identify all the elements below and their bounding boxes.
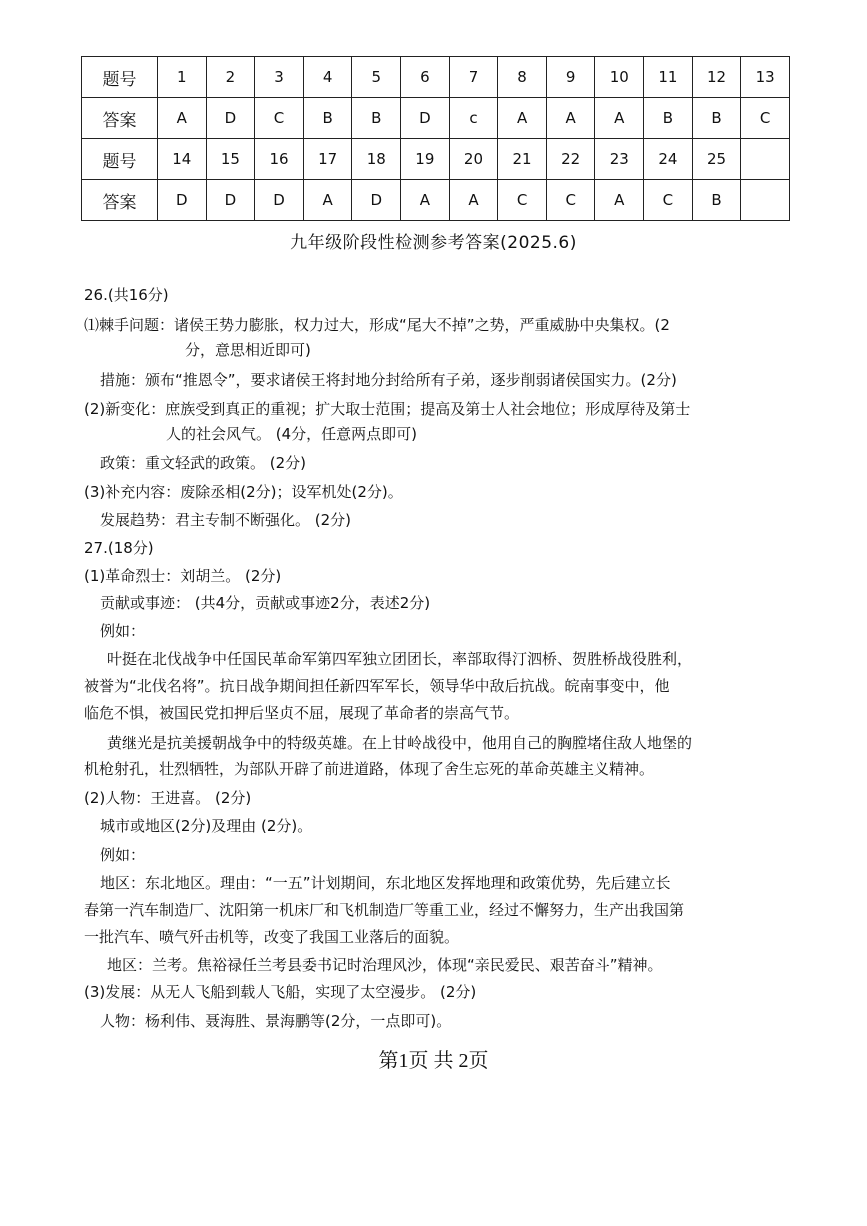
content-line: 黄继光是抗美援朝战争中的特级英雄。在上甘岭战役中，他用自己的胸膛堵住敌人地堡的: [107, 734, 693, 752]
content-line: 27.(18分): [84, 539, 154, 557]
table-cell: 4: [303, 57, 352, 98]
table-cell: 5: [352, 57, 401, 98]
table-cell: A: [498, 98, 547, 139]
table-cell: A: [158, 98, 207, 139]
table-cell: D: [255, 180, 304, 221]
table-cell: A: [546, 98, 595, 139]
table-cell: B: [644, 98, 693, 139]
content-line: 地区：东北地区。理由：“一五”计划期间，东北地区发挥地理和政策优势，先后建立长: [100, 874, 671, 892]
table-cell: A: [595, 98, 644, 139]
table-cell: A: [303, 180, 352, 221]
content-line: (2)人物：王进喜。 (2分): [84, 789, 252, 807]
content-line: 人的社会风气。 (4分，任意两点即可): [166, 425, 418, 443]
content-line: 叶挺在北伐战争中任国民革命军第四军独立团团长，率部取得汀泗桥、贺胜桥战役胜利，: [107, 650, 693, 668]
content-line: (3)补充内容：废除丞相(2分)；设军机处(2分)。: [84, 483, 403, 501]
row-header: 答案: [82, 180, 158, 221]
table-cell: 18: [352, 139, 401, 180]
table-cell: [741, 180, 790, 221]
answer-table: [81, 56, 790, 221]
content-line: 春第一汽车制造厂、沈阳第一机床厂和飞机制造厂等重工业，经过不懈努力，生产出我国第: [84, 901, 685, 919]
table-cell: 7: [449, 57, 498, 98]
content-line: 措施：颁布“推恩令”，要求诸侯王将封地分封给所有子弟，逐步削弱诸侯国实力。(2分): [100, 371, 677, 389]
table-cell: 11: [644, 57, 693, 98]
table-cell: D: [352, 180, 401, 221]
table-cell: 15: [206, 139, 255, 180]
content-line: 地区：兰考。焦裕禄任兰考县委书记时治理风沙，体现“亲民爱民、艰苦奋斗”精神。: [107, 956, 663, 974]
table-cell: 1: [158, 57, 207, 98]
table-cell: A: [449, 180, 498, 221]
table-cell: 21: [498, 139, 547, 180]
table-row: [82, 139, 790, 180]
row-header: 题号: [82, 57, 158, 98]
table-cell: A: [401, 180, 450, 221]
table-cell: 17: [303, 139, 352, 180]
table-cell: D: [206, 180, 255, 221]
table-cell: 14: [158, 139, 207, 180]
table-cell: 23: [595, 139, 644, 180]
table-cell: B: [692, 180, 741, 221]
table-cell: B: [303, 98, 352, 139]
table-cell: B: [352, 98, 401, 139]
table-cell: C: [498, 180, 547, 221]
table-cell: 8: [498, 57, 547, 98]
table-cell: 25: [692, 139, 741, 180]
content-line: 城市或地区(2分)及理由 (2分)。: [100, 817, 313, 835]
table-cell: B: [692, 98, 741, 139]
content-line: 发展趋势：君主专制不断强化。 (2分): [100, 511, 352, 529]
table-cell: 3: [255, 57, 304, 98]
table-cell: 12: [692, 57, 741, 98]
content-line: 例如：: [100, 846, 146, 864]
table-cell: 24: [644, 139, 693, 180]
content-line: 分，意思相近即可): [185, 341, 311, 359]
table-cell: 10: [595, 57, 644, 98]
content-line: 例如：: [100, 622, 146, 640]
table-cell: 9: [546, 57, 595, 98]
content-line: 临危不惧，被国民党扣押后坚贞不屈，展现了革命者的崇高气节。: [84, 704, 520, 722]
content-line: 一批汽车、喷气歼击机等，改变了我国工业落后的面貌。: [84, 928, 460, 946]
content-line: 贡献或事迹： (共4分，贡献或事迹2分，表述2分): [100, 594, 431, 612]
content-line: 26.(共16分): [84, 286, 169, 304]
table-cell: D: [158, 180, 207, 221]
table-cell: C: [741, 98, 790, 139]
content-line: 人物：杨利伟、聂海胜、景海鹏等(2分，一点即可)。: [100, 1012, 452, 1030]
table-cell: 2: [206, 57, 255, 98]
content-line: 被誉为“北伐名将”。抗日战争期间担任新四军军长，领导华中敌后抗战。皖南事变中，他: [84, 677, 670, 695]
table-row: [82, 57, 790, 98]
row-header: 题号: [82, 139, 158, 180]
content-line: (3)发展：从无人飞船到载人飞船，实现了太空漫步。 (2分): [84, 983, 477, 1001]
table-cell: D: [401, 98, 450, 139]
content-line: ⑴棘手问题：诸侯王势力膨胀，权力过大，形成“尾大不掉”之势，严重威胁中央集权。(2: [84, 316, 670, 334]
table-cell: C: [644, 180, 693, 221]
table-row: [82, 180, 790, 221]
table-cell: 20: [449, 139, 498, 180]
table-cell: C: [546, 180, 595, 221]
table-cell: A: [595, 180, 644, 221]
content-line: 政策：重文轻武的政策。 (2分): [100, 454, 307, 472]
document-title: 九年级阶段性检测参考答案(2025.6): [290, 233, 577, 253]
table-cell: D: [206, 98, 255, 139]
content-line: (2)新变化：庶族受到真正的重视；扩大取士范围；提高及第士人社会地位；形成厚待及第士: [84, 400, 691, 418]
content-line: 机枪射孔，壮烈牺牲，为部队开辟了前进道路，体现了舍生忘死的革命英雄主义精神。: [84, 760, 655, 778]
table-cell: 6: [401, 57, 450, 98]
table-cell: [741, 139, 790, 180]
content-line: (1)革命烈士：刘胡兰。 (2分): [84, 567, 282, 585]
table-cell: 16: [255, 139, 304, 180]
row-header: 答案: [82, 98, 158, 139]
table-cell: 22: [546, 139, 595, 180]
table-cell: 19: [401, 139, 450, 180]
table-cell: 13: [741, 57, 790, 98]
table-row: [82, 98, 790, 139]
table-cell: c: [449, 98, 498, 139]
page-footer: 第1页 共 2页: [378, 1050, 489, 1072]
table-cell: C: [255, 98, 304, 139]
